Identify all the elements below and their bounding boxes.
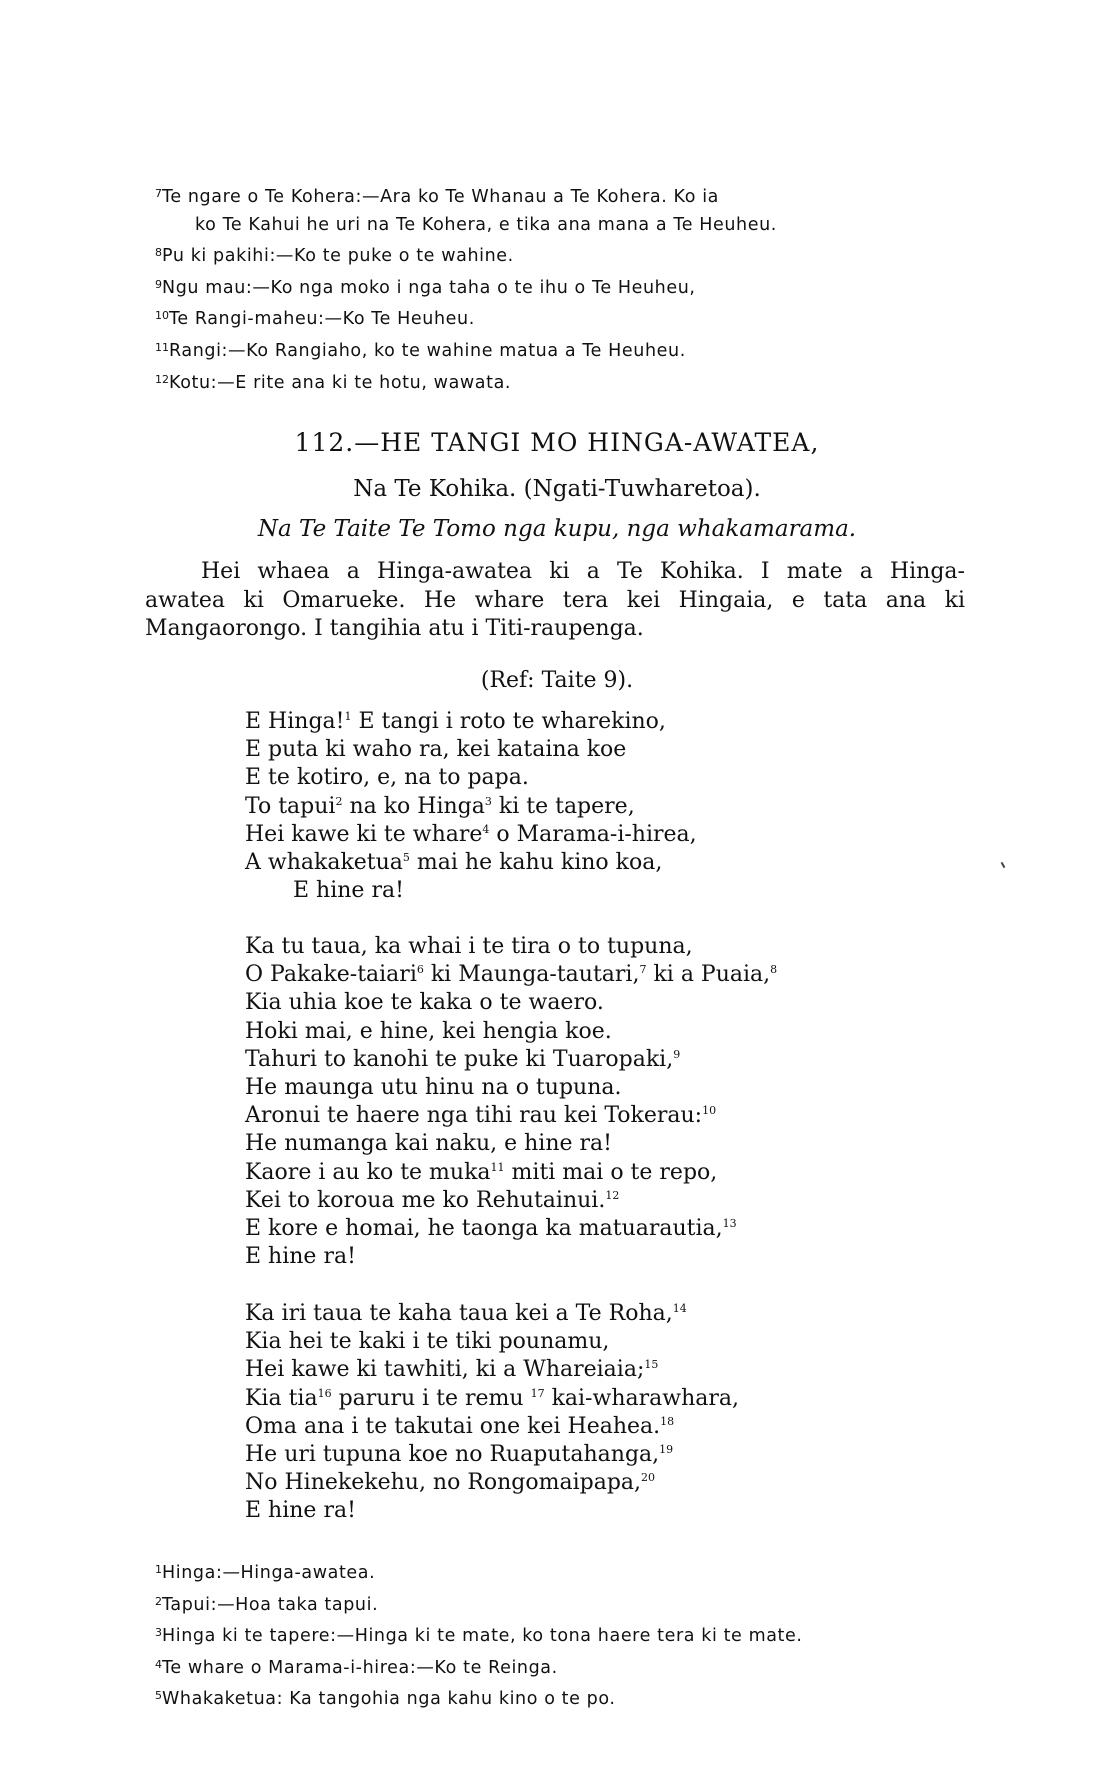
footnote-marker: 13 xyxy=(722,1217,737,1231)
footnote-marker: 6 xyxy=(416,963,424,977)
verse-line xyxy=(245,1469,1005,1497)
verse-line xyxy=(245,1130,1005,1158)
footnote-marker: 9 xyxy=(673,1047,681,1061)
verse-text: miti mai o te repo, xyxy=(504,1159,718,1185)
stanza-2 xyxy=(245,933,1005,1271)
verse-text: Hei kawe ki te whare xyxy=(245,821,483,847)
verse-line xyxy=(245,1356,1005,1384)
verse-text: o Marama-i-hirea, xyxy=(489,821,697,847)
footnote-marker: 8 xyxy=(770,963,778,977)
footnote-5: $^5$Whakaketua: Ka tangohia nga kahu kino o te po. xyxy=(155,1689,616,1710)
verse-text: He maunga utu hinu na o tupuna. xyxy=(245,1075,622,1101)
footnote-10: $^{10}$Te Rangi-maheu:—Ko Te Heuheu. xyxy=(155,309,475,330)
verse-line xyxy=(245,764,1005,792)
verse-line xyxy=(245,793,1005,821)
verse-text: O Pakake-taiari xyxy=(245,962,417,988)
verse-text: E te kotiro, e, na to papa. xyxy=(245,765,529,791)
footnote-marker: 12 xyxy=(605,1188,620,1202)
verse-line xyxy=(245,1187,1005,1215)
verse-line xyxy=(245,1300,1005,1328)
verse-line xyxy=(245,1215,1005,1243)
footnote-7-continuation: ko Te Kahui he uri na Te Kohera, e tika ana mana a Te Heuheu. xyxy=(195,214,777,235)
verse-text: Hei kawe ki tawhiti, ki a Whareiaia; xyxy=(245,1357,645,1383)
footnote-marker: 14 xyxy=(672,1302,687,1315)
footnote-2: $^2$Tapui:—Hoa taka tapui. xyxy=(155,1594,379,1615)
verse-text: Hoki mai, e hine, kei hengia koe. xyxy=(245,1018,612,1044)
footnote-marker: 15 xyxy=(644,1358,659,1372)
footnote-9: $^9$Ngu mau:—Ko nga moko i nga taha o te ihu o Te Heuheu, xyxy=(155,277,696,298)
verse-text: Ka iri taua te kaha taua kei a Te Roha, xyxy=(245,1301,673,1326)
verse-text: E kore e homai, he taonga ka matuarautia, xyxy=(245,1216,723,1242)
verse-text: A whakaketua xyxy=(245,850,403,876)
footnote-11: $^{11}$Rangi:—Ko Rangiaho, ko te wahine matua a Te Heuheu. xyxy=(155,340,686,361)
verse-text: Kia tia xyxy=(245,1385,318,1411)
song-reference: (Ref: Taite 9). xyxy=(480,668,634,693)
verse-line xyxy=(245,849,1005,877)
footnote-marker: 3 xyxy=(484,794,492,808)
song-source: Na Te Taite Te Tomo nga kupu, nga whakamarama. xyxy=(257,516,857,542)
verse-text: Kei to koroua me ko Rehutainui. xyxy=(245,1187,606,1213)
verse-text: Oma ana i te takutai one kei Heahea. xyxy=(245,1413,661,1439)
verse-text: Ka tu taua, ka whai i te tira o to tupuna, xyxy=(245,934,693,959)
footnote-4: $^4$Te whare o Marama-i-hirea:—Ko te Reinga. xyxy=(155,1657,558,1678)
verse-text: E Hinga! xyxy=(245,709,345,734)
verse-line xyxy=(245,1385,1005,1413)
verse-text: Kia uhia koe te kaka o te waero. xyxy=(245,990,604,1016)
verse-line xyxy=(245,708,1005,736)
footnote-marker: 17 xyxy=(530,1386,545,1400)
verse-text: E hine ra! xyxy=(245,1498,356,1524)
verse-text: Aronui te haere nga tihi rau kei Tokerau: xyxy=(245,1103,703,1129)
verse-text: kai-wharawhara, xyxy=(544,1385,739,1411)
verse-text: No Hinekekehu, no Rongomaipapa, xyxy=(245,1470,642,1496)
verse-line xyxy=(245,1328,1005,1356)
verse-line xyxy=(245,1074,1005,1102)
footnote-marker: 4 xyxy=(482,822,490,836)
song-author: Na Te Kohika. (Ngati-Tuwharetoa). xyxy=(353,476,761,502)
footnote-marker: 5 xyxy=(402,851,410,865)
verse-line xyxy=(245,1102,1005,1130)
stanza-3 xyxy=(245,1300,1005,1526)
verse-text: Tahuri to kanohi te puke ki Tuaropaki, xyxy=(245,1046,674,1072)
verse-text: mai he kahu kino koa, xyxy=(409,850,663,876)
verse-text: paruru i te remu xyxy=(331,1385,531,1411)
verse-text: ki Maunga-tautari, xyxy=(423,962,640,988)
verse-text: E puta ki waho ra, kei kataina koe xyxy=(245,737,627,763)
verse-line xyxy=(245,933,1005,961)
footnote-12: $^{12}$Kotu:—E rite ana ki te hotu, wawata. xyxy=(155,372,512,393)
song-title: 112.—HE TANGI MO HINGA-AWATEA, xyxy=(294,428,820,457)
verse-line xyxy=(245,1413,1005,1441)
footnote-1: $^1$Hinga:—Hinga-awatea. xyxy=(155,1563,376,1583)
footnote-marker: 10 xyxy=(702,1104,717,1118)
bottom-footnotes xyxy=(155,1556,955,1714)
footnote-3: $^3$Hinga ki te tapere:—Hinga ki te mate, ko tona haere tera ki te mate. xyxy=(155,1626,803,1647)
verse-text: He numanga kai naku, e hine ra! xyxy=(245,1131,612,1157)
verse-line xyxy=(245,736,1005,764)
verse-text: E hine ra! xyxy=(293,878,404,904)
verse-text: E tangi i roto te wharekino, xyxy=(351,709,666,734)
intro-line: awatea ki Omarueke. He whare tera kei Hingaia, e tata ana ki xyxy=(145,587,965,613)
verse-text: Kia hei te kaki i te tiki pounamu, xyxy=(245,1329,610,1355)
verse-text: He uri tupuna koe no Ruaputahanga, xyxy=(245,1442,660,1468)
footnote-marker: 2 xyxy=(335,794,343,808)
footnote-marker: 20 xyxy=(641,1471,656,1485)
verse-text: E hine ra! xyxy=(245,1244,356,1270)
footnote-marker: 19 xyxy=(659,1443,674,1457)
verse-text: ki te tapere, xyxy=(491,793,635,819)
song-intro xyxy=(145,558,965,644)
verse-line xyxy=(245,821,1005,849)
verse-line xyxy=(245,877,1005,905)
footnote-8: $^8$Pu ki pakihi:—Ko te puke o te wahine. xyxy=(155,246,514,267)
footnote-marker: 16 xyxy=(317,1386,332,1400)
verse-text: na ko Hinga xyxy=(342,793,485,819)
verse-line xyxy=(245,1441,1005,1469)
footnote-marker: 18 xyxy=(660,1414,675,1428)
footnote-7: $^7$Te ngare o Te Kohera:—Ara ko Te Whanau a Te Kohera. Ko ia xyxy=(155,187,719,207)
verse-line xyxy=(245,1046,1005,1074)
verse-text: ki a Puaia, xyxy=(646,962,771,988)
verse-text: To tapui xyxy=(245,793,336,819)
verse-line xyxy=(245,1159,1005,1187)
intro-line: Hei whaea a Hinga-awatea ki a Te Kohika. I mate a Hinga- xyxy=(201,559,965,584)
verse-line xyxy=(245,1243,1005,1271)
verse-line xyxy=(245,961,1005,989)
footnote-marker: 11 xyxy=(490,1160,505,1174)
top-footnotes xyxy=(155,180,955,397)
footnote-marker: 7 xyxy=(639,963,647,977)
verse-line xyxy=(245,1018,1005,1046)
verse-line xyxy=(245,1497,1005,1525)
verse-text: Kaore i au ko te muka xyxy=(245,1159,491,1185)
intro-line: Mangaorongo. I tangihia atu i Titi-raupenga. xyxy=(145,616,644,641)
stanza-1 xyxy=(245,708,1005,905)
verse-line xyxy=(245,989,1005,1017)
footnote-marker: 1 xyxy=(344,710,352,723)
